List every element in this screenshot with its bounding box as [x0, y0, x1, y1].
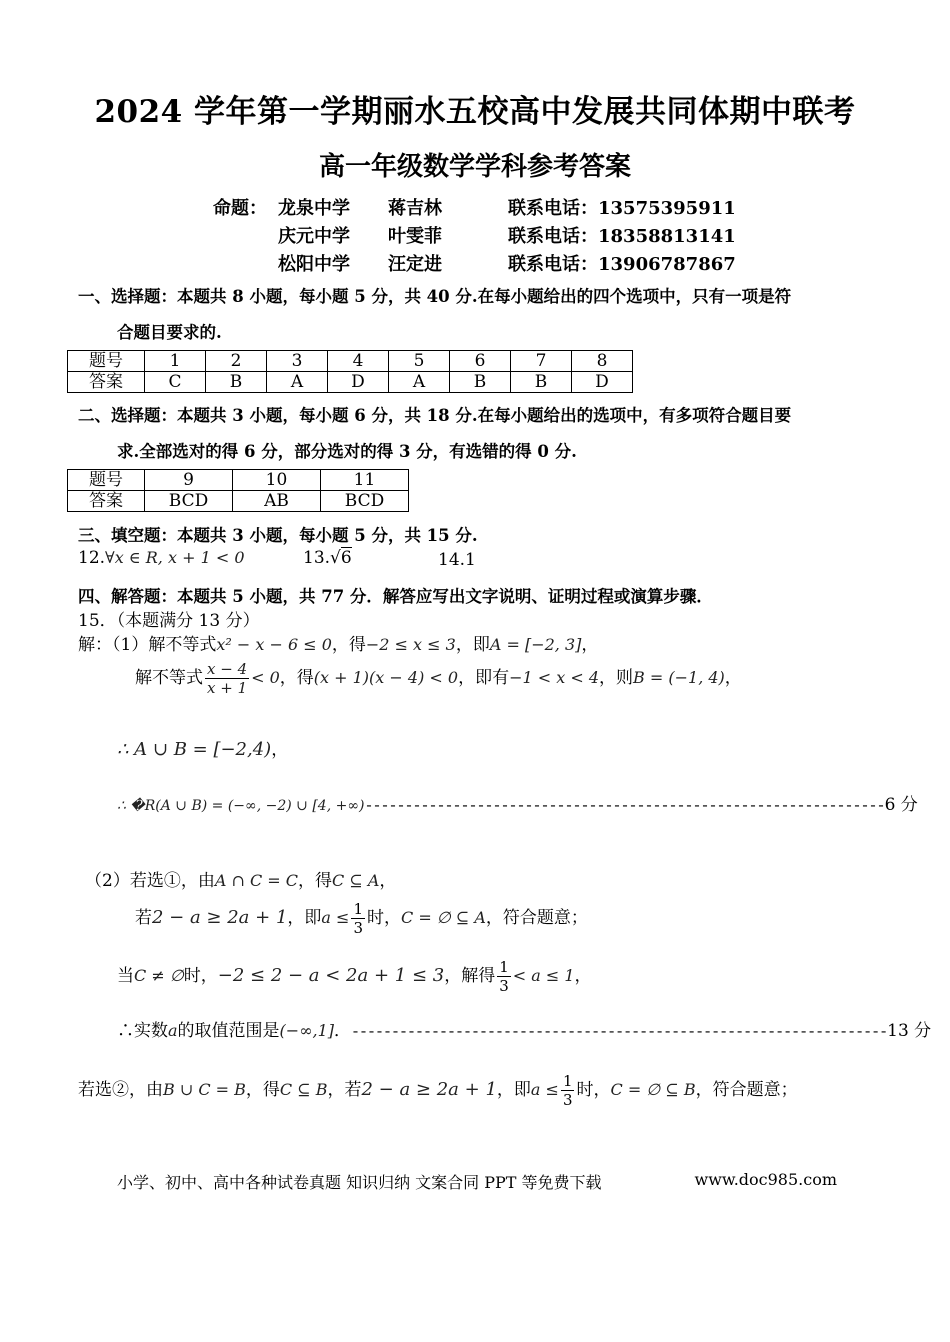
table-header-cell: 答案 [68, 491, 145, 512]
math-expr: ∀x ∈ R, x + 1 < 0 [105, 548, 245, 567]
section2-heading: 二、选择题：本题共 3 小题，每小题 6 分，共 18 分.在每小题给出的选项中，有多项符合题目要 [78, 406, 792, 425]
question-number: 6 [450, 351, 511, 372]
solution-part2-line-3: 当C ≠ ∅时，−2 ≤ 2 − a < 2a + 1 ≤ 3，解得 $\frac{1}{3}$ < a ≤ 1， [117, 958, 592, 995]
section3-heading: 三、填空题：本题共 3 小题，每小题 5 分，共 15 分. [78, 526, 478, 545]
author-phone: 联系电话：13575395911 [508, 198, 736, 219]
fraction: $\frac{1}{3}$ [353, 900, 363, 937]
fraction: $\frac{1}{3}$ [499, 958, 509, 995]
table-row [68, 351, 633, 372]
solution-line-3: ∴ A ∪ B = [−2,4)， [117, 739, 289, 760]
page-subtitle: 高一年级数学学科参考答案 [318, 152, 631, 182]
sqrt-sign: √ [330, 548, 341, 568]
question-number: 11 [321, 470, 409, 491]
answer-cell: A [267, 372, 328, 393]
fraction: $\frac{x - 4}{x + 1}$ [207, 660, 248, 697]
answer-cell: B [206, 372, 267, 393]
table-header-cell: 答案 [68, 372, 145, 393]
author-school: 龙泉中学 [278, 198, 350, 219]
question-number: 3 [267, 351, 328, 372]
solution-line-1: 解：（1）解不等式x² − x − 6 ≤ 0，得−2 ≤ x ≤ 3，即A = [−2, 3]， [78, 635, 599, 655]
footer-text: 小学、初中、高中各种试卷真题 知识归纳 文案合同 PPT 等免费下载 [117, 1173, 602, 1192]
author-row [213, 223, 736, 251]
answer-cell: B [450, 372, 511, 393]
answer-14: 14.1 [438, 550, 476, 570]
fraction: $\frac{1}{3}$ [562, 1072, 573, 1109]
author-school: 松阳中学 [278, 254, 350, 275]
answer-cell: D [328, 372, 389, 393]
question-number: 10 [233, 470, 321, 491]
answer-table-1 [67, 350, 633, 393]
section4-heading: 四、解答题：本题共 5 小题，共 77 分．解答应写出文字说明、证明过程或演算步骤． [78, 587, 713, 606]
solution-line-2: 解不等式 $\frac{x - 4}{x + 1}$ < 0，得(x + 1)(x − 4) < 0，即有−1 < x < 4，则B = (−1, 4)， [135, 660, 742, 697]
question-number: 4 [328, 351, 389, 372]
question-number: 2 [206, 351, 267, 372]
page-footer [117, 1170, 837, 1193]
answer-cell: BCD [145, 491, 233, 512]
footer-url[interactable]: www.doc985.com [694, 1170, 837, 1189]
page-title: 2024 学年第一学期丽水五校高中发展共同体期中联考 [94, 94, 856, 130]
author-phone: 联系电话：13906787867 [508, 254, 736, 275]
question-number: 8 [572, 351, 633, 372]
question-number: 5 [389, 351, 450, 372]
author-name: 叶雯菲 [388, 226, 442, 247]
answer-13: 13.√6 [303, 548, 352, 568]
answer-cell: D [572, 372, 633, 393]
table-row [68, 372, 633, 393]
solution-part2-line-5: 若选②，由B ∪ C = B，得C ⊆ B，若2 − a ≥ 2a + 1，即a ≤ $\frac{1}{3}$ 时，C = ∅ ⊆ B，符合题意； [78, 1072, 798, 1109]
answer-12: 12.∀x ∈ R, x + 1 < 0 [78, 548, 245, 568]
author-phone: 联系电话：18358813141 [508, 226, 736, 247]
authors-block [213, 195, 736, 279]
answer-cell: AB [233, 491, 321, 512]
answer-table-2 [67, 469, 409, 512]
answer-cell: BCD [321, 491, 409, 512]
question-number: 7 [511, 351, 572, 372]
solution-line-4: ∴ �R(A ∪ B) = (−∞, −2) ∪ [4, +∞)-----------------------------------------------------------------6 分 [117, 795, 918, 815]
question-number: 1 [145, 351, 206, 372]
solution-part2-line-1: （2）若选①，由A ∩ C = C，得C ⊆ A， [85, 871, 397, 891]
table-row [68, 491, 409, 512]
section1-heading-cont: 合题目要求的. [117, 323, 222, 342]
author-school: 庆元中学 [278, 226, 350, 247]
author-row [213, 195, 736, 223]
author-row [213, 251, 736, 279]
table-header-cell: 题号 [68, 351, 145, 372]
answer-cell: B [511, 372, 572, 393]
answer-cell: C [145, 372, 206, 393]
radicand: 6 [340, 548, 352, 568]
question-15-title: 15．（本题满分 13 分） [78, 611, 260, 631]
section1-heading: 一、选择题：本题共 8 小题，每小题 5 分，共 40 分.在每小题给出的四个选项中，只有一项是符 [78, 287, 792, 306]
solution-part2-line-2: 若2 − a ≥ 2a + 1，即a ≤ $\frac{1}{3}$ 时，C = ∅ ⊆ A，符合题意； [135, 900, 588, 937]
table-row [68, 470, 409, 491]
answer-cell: A [389, 372, 450, 393]
question-number: 9 [145, 470, 233, 491]
authors-label: 命题： [213, 198, 267, 219]
table-header-cell: 题号 [68, 470, 145, 491]
solution-part2-line-4: ∴实数a的取值范围是(−∞,1]．-------------------------------------------------------------------13 分 [117, 1021, 932, 1041]
author-name: 蒋吉林 [388, 198, 442, 219]
section2-heading-cont: 求.全部选对的得 6 分，部分选对的得 3 分，有选错的得 0 分. [117, 442, 577, 461]
author-name: 汪定进 [388, 254, 442, 275]
